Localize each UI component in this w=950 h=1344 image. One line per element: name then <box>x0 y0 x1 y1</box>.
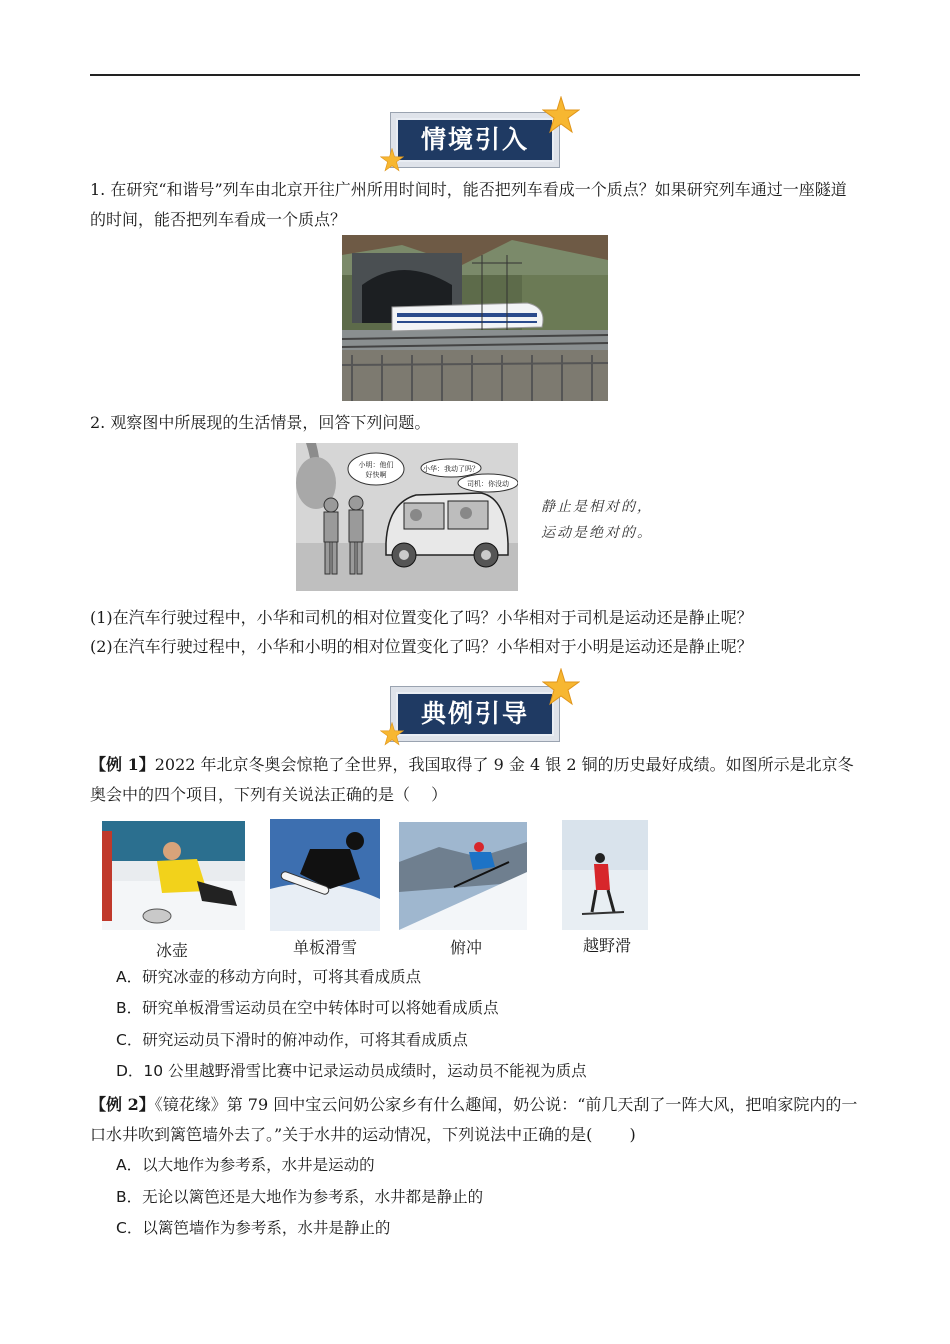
train-tunnel-image <box>342 235 608 401</box>
question-1-text: 1. 在研究“和谐号”列车由北京开往广州所用时间时，能否把列车看成一个质点？如果研究列车通过一座隧道的时间，能否把列车看成一个质点？ <box>90 180 847 229</box>
bubble-1 <box>348 453 404 485</box>
example-2-label: 【例 2】 <box>90 1095 155 1114</box>
question-2-intro: 2. 观察图中所展现的生活情景，回答下列问题。 <box>90 413 431 432</box>
caption-snowboard: 单板滑雪 <box>292 938 357 957</box>
bubble-2 <box>421 459 481 477</box>
star-icon <box>542 96 580 134</box>
caption-cross-country: 越野滑 <box>582 936 631 955</box>
side-note-line-2: 运动是绝对的。 <box>541 525 653 541</box>
side-note <box>541 494 653 546</box>
svg-text:好快啊: 好快啊 <box>365 471 387 479</box>
cross-country-image <box>562 820 648 930</box>
example-1-option-d: D．10 公里越野滑雪比赛中记录运动员成绩时，运动员不能视为质点 <box>116 1062 587 1080</box>
example-1-option-a: A．研究冰壶的移动方向时，可将其看成质点 <box>116 968 422 986</box>
example-2 <box>90 1090 860 1150</box>
snowboard-image <box>270 819 380 931</box>
curling-image <box>102 821 245 930</box>
example-1-option-b: B．研究单板滑雪运动员在空中转体时可以将她看成质点 <box>116 999 499 1017</box>
example-1-label: 【例 1】 <box>90 755 155 774</box>
cartoon-car-image <box>296 443 518 591</box>
example-2-option-b: B．无论以篱笆还是大地作为参考系，水井都是静止的 <box>116 1188 484 1206</box>
bubble-3 <box>458 474 518 492</box>
header-rule <box>90 74 860 76</box>
svg-text:小华：我动了吗？: 小华：我动了吗？ <box>423 465 479 473</box>
caption-downhill: 俯冲 <box>449 938 482 957</box>
section-banner-intro <box>390 112 560 168</box>
question-2-sub-1: (1)在汽车行驶过程中，小华和司机的相对位置变化了吗？小华相对于司机是运动还是静止呢？ <box>90 608 753 627</box>
section-title: 情境引入 <box>396 118 554 162</box>
example-2-option-a: A．以大地作为参考系，水井是运动的 <box>116 1156 375 1174</box>
section-title: 典例引导 <box>396 692 554 736</box>
section-banner-examples <box>390 686 560 742</box>
example-2-option-c: C．以篱笆墙作为参考系，水井是静止的 <box>116 1219 391 1237</box>
example-2-text: 《镜花缘》第 79 回中宝云问奶公家乡有什么趣闻，奶公说：“前几天刮了一阵大风，把咱家院内的一口水井吹到篱笆墙外去了。”关于水井的运动情况，下列说法中正确的是( ) <box>90 1095 858 1144</box>
star-icon <box>380 148 404 172</box>
question-2-sub-2: (2)在汽车行驶过程中，小华和小明的相对位置变化了吗？小华相对于小明是运动还是静止呢？ <box>90 637 753 656</box>
example-1 <box>90 750 860 810</box>
svg-text:小明：他们: 小明：他们 <box>358 461 394 469</box>
side-note-line-1: 静止是相对的， <box>541 499 653 515</box>
example-1-text: 2022 年北京冬奥会惊艳了全世界，我国取得了 9 金 4 银 2 铜的历史最好成绩。如图所示是北京冬奥会中的四个项目，下列有关说法正确的是（ ） <box>90 755 854 804</box>
star-icon <box>542 668 580 706</box>
star-icon <box>380 722 404 746</box>
svg-text:司机：你没动: 司机：你没动 <box>467 480 509 488</box>
example-1-option-c: C．研究运动员下滑时的俯冲动作，可将其看成质点 <box>116 1031 468 1049</box>
downhill-image <box>399 822 527 930</box>
caption-curling: 冰壶 <box>155 941 188 960</box>
